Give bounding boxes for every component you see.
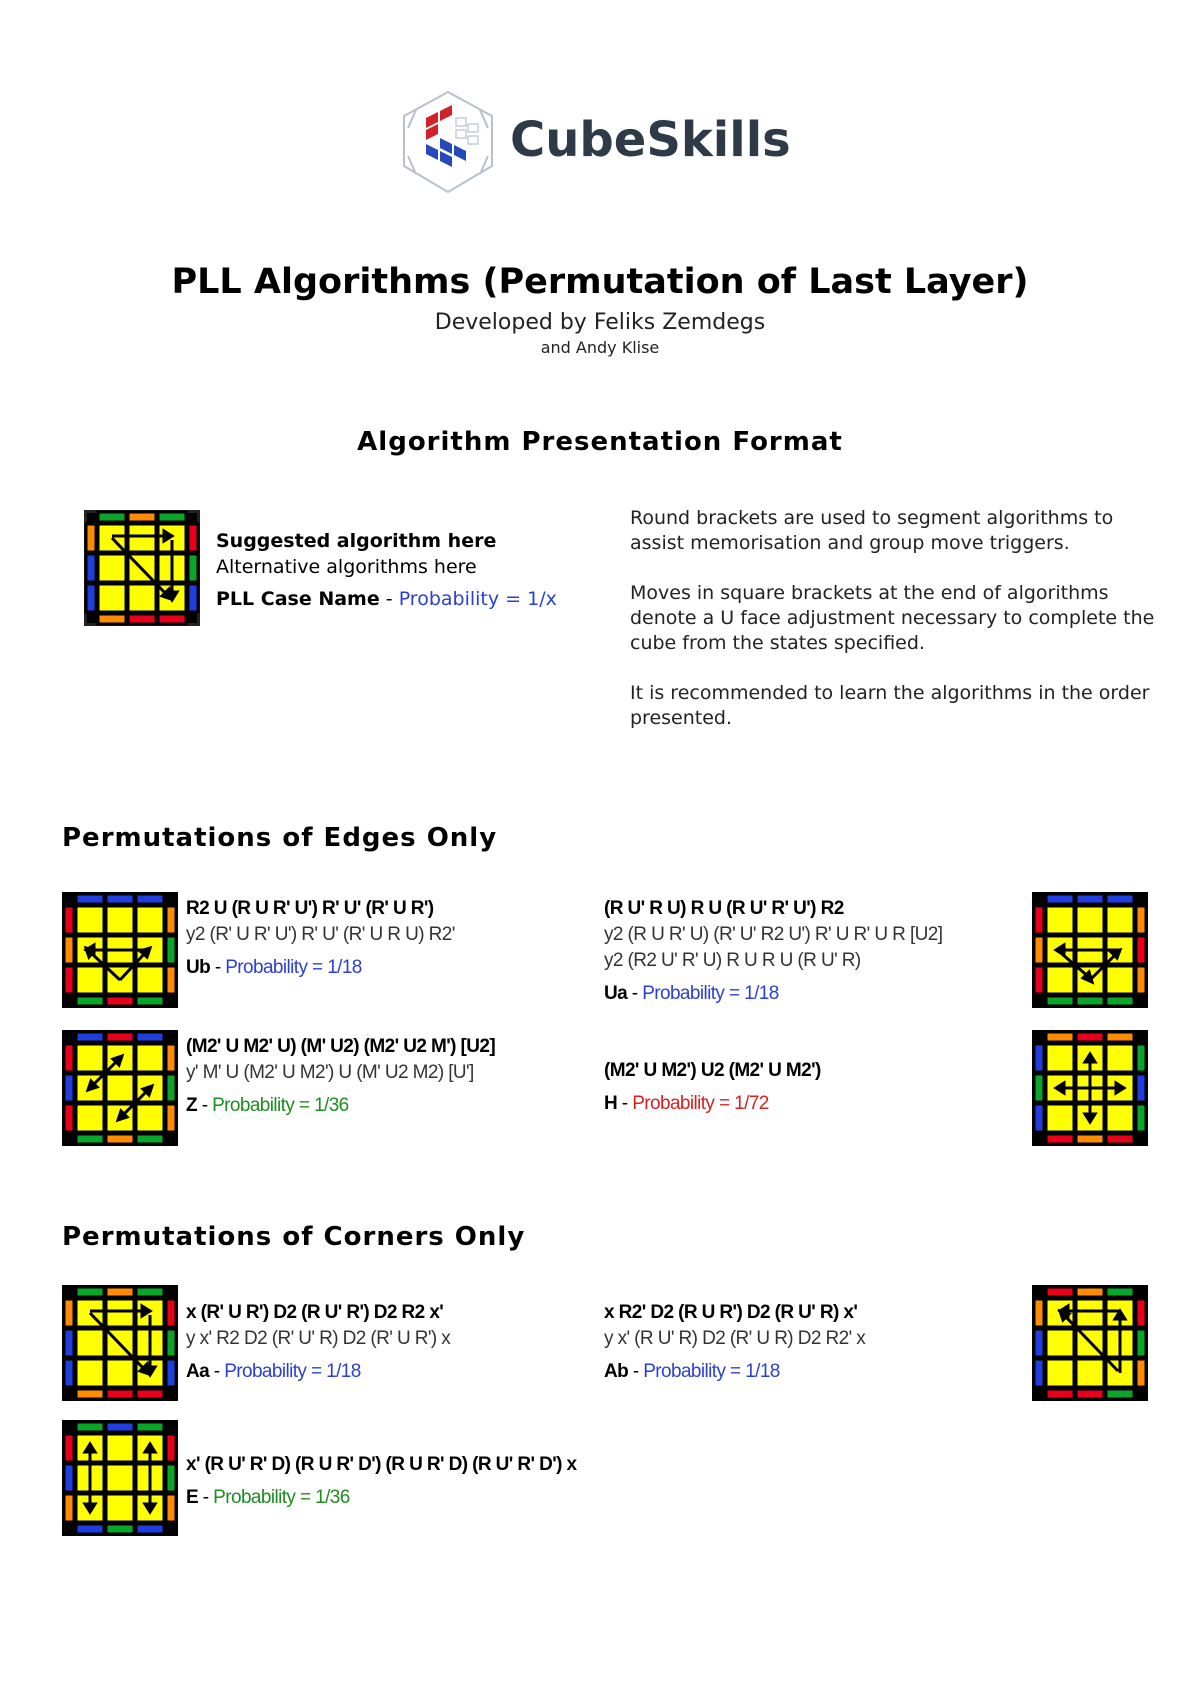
cubeskills-logo-icon (392, 88, 504, 196)
case-dash: - (379, 588, 399, 610)
ab-case-line: Ab - Probability = 1/18 (604, 1361, 780, 1382)
ub-probability: Probability = 1/18 (225, 957, 362, 978)
alternative-algorithms-label: Alternative algorithms here (216, 556, 477, 578)
ab-case-name: Ab (604, 1361, 629, 1382)
ub-case-name: Ub (186, 957, 211, 978)
ua-main-algorithm: (R U' R U) R U (R U' R' U') R2 (604, 898, 844, 919)
h-probability: Probability = 1/72 (632, 1093, 769, 1114)
ab-main-algorithm: x R2' D2 (R U R') D2 (R U' R) x' (604, 1302, 858, 1323)
e-probability: Probability = 1/36 (213, 1487, 350, 1508)
aa-case-name: Aa (186, 1361, 210, 1382)
co-author: and Andy Klise (540, 338, 660, 357)
format-note-1: Round brackets are used to segment algorithms to assist memorisation and group move triggers. (630, 507, 1114, 554)
ua-cube-diagram (1032, 892, 1148, 1008)
h-main-algorithm: (M2' U M2') U2 (M2' U M2') (604, 1060, 821, 1081)
logo-text: CubeSkills (510, 112, 791, 168)
format-heading: Algorithm Presentation Format (357, 427, 843, 457)
page-title: PLL Algorithms (Permutation of Last Layer) (171, 262, 1029, 302)
ua-probability: Probability = 1/18 (642, 983, 779, 1004)
ab-algorithm (604, 1300, 865, 1385)
h-algorithm (604, 1058, 821, 1117)
z-case-line: Z - Probability = 1/36 (186, 1095, 349, 1116)
suggested-algorithm-label: Suggested algorithm here (216, 530, 497, 552)
case-name-line (216, 588, 557, 610)
ua-alt-algorithm-2: y2 (R2 U' R' U) R U R U (R U' R) (604, 950, 861, 971)
h-cube-diagram (1032, 1030, 1148, 1146)
aa-algorithm (186, 1300, 450, 1385)
case-name-label: PLL Case Name (216, 588, 380, 610)
ua-algorithm (604, 896, 942, 1007)
e-case-name: E (186, 1487, 199, 1508)
e-cube-diagram (62, 1420, 178, 1536)
ua-alt-algorithm-1: y2 (R U R' U) (R' U' R2 U') R' U R' U R [U2] (604, 924, 943, 945)
format-note-3: It is recommended to learn the algorithms in the order presented. (630, 682, 1150, 729)
format-cube-diagram (84, 510, 200, 626)
z-cube-diagram (62, 1030, 178, 1146)
z-case-name: Z (186, 1095, 198, 1116)
ua-case-line: Ua - Probability = 1/18 (604, 983, 779, 1004)
z-alt-algorithm: y' M' U (M2' U M2') U (M' U2 M2) [U'] (186, 1062, 474, 1083)
h-case-line: H - Probability = 1/72 (604, 1093, 769, 1114)
corners-heading: Permutations of Corners Only (62, 1222, 526, 1252)
ub-case-line: Ub - Probability = 1/18 (186, 957, 362, 978)
aa-case-line: Aa - Probability = 1/18 (186, 1361, 361, 1382)
ub-main-algorithm: R2 U (R U R' U') R' U' (R' U R') (186, 898, 434, 919)
e-case-line: E - Probability = 1/36 (186, 1487, 350, 1508)
ub-algorithm (186, 896, 455, 981)
format-note-2: Moves in square brackets at the end of algorithms denote a U face adjustment necessary to complete the cube from the states specified. (630, 582, 1155, 654)
z-algorithm (186, 1034, 495, 1119)
aa-main-algorithm: x (R' U R') D2 (R U' R') D2 R2 x' (186, 1302, 444, 1323)
h-case-name: H (604, 1093, 618, 1114)
ab-alt-algorithm: y x' (R U' R) D2 (R' U R) D2 R2' x (604, 1328, 866, 1349)
z-probability: Probability = 1/36 (212, 1095, 349, 1116)
e-main-algorithm: x' (R U' R' D) (R U R' D') (R U R' D) (R U' R' D') x (186, 1454, 577, 1475)
ab-probability: Probability = 1/18 (643, 1361, 780, 1382)
probability-label: Probability = 1/x (398, 588, 557, 610)
ub-alt-algorithm: y2 (R' U R' U') R' U' (R' U R U) R2' (186, 924, 455, 945)
ub-cube-diagram (62, 892, 178, 1008)
edges-heading: Permutations of Edges Only (62, 823, 498, 853)
aa-cube-diagram (62, 1285, 178, 1401)
ua-case-name: Ua (604, 983, 628, 1004)
aa-alt-algorithm: y x' R2 D2 (R' U' R) D2 (R' U R') x (186, 1328, 451, 1349)
aa-probability: Probability = 1/18 (224, 1361, 361, 1382)
developed-by: Developed by Feliks Zemdegs (434, 310, 766, 335)
ab-cube-diagram (1032, 1285, 1148, 1401)
z-main-algorithm: (M2' U M2' U) (M' U2) (M2' U2 M') [U2] (186, 1036, 496, 1057)
e-algorithm (186, 1452, 577, 1511)
